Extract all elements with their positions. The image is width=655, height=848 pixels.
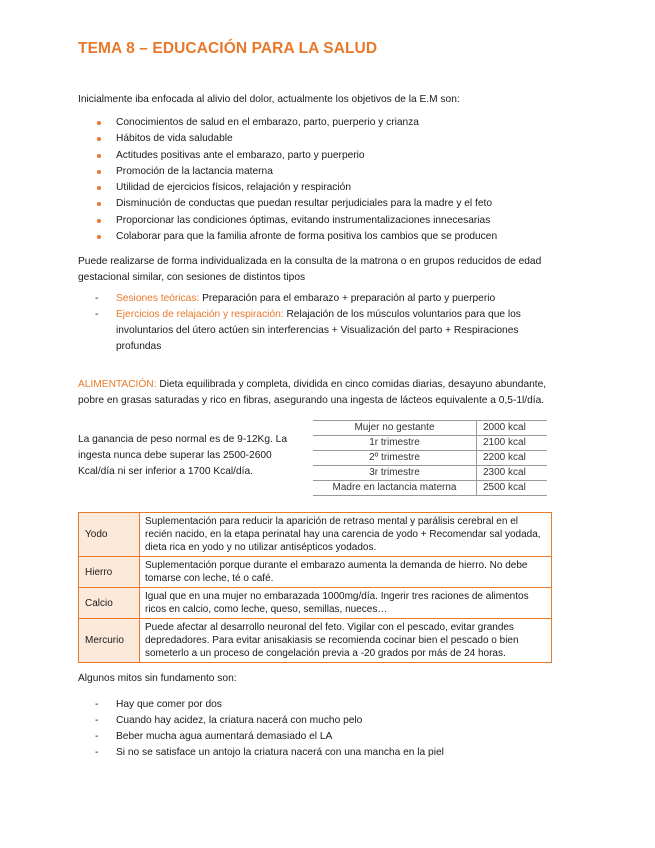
list-item: - Hay que comer por dos — [78, 697, 558, 713]
table-row: 1r trimestre 2100 kcal — [313, 436, 547, 451]
table-row: Madre en lactancia materna 2500 kcal — [313, 481, 547, 496]
bullet-icon — [97, 219, 101, 223]
supplement-desc: Igual que en una mujer no embarazada 1000mg/día. Ingerir tres raciones de alimentos ricos en calcio, como leche, queso, semillas, nueces… — [140, 588, 552, 619]
table-row — [79, 513, 552, 557]
bullet-icon — [97, 202, 101, 206]
table-row — [79, 588, 552, 619]
supplement-desc: Puede afectar al desarrollo neuronal del feto. Vigilar con el pescado, evitar grandes depredadores. Para evitar anisakiasis se recomienda cocinar bien el pescado o bien someterlo a un proceso de congelación previa a -20 grados por más de 24 horas. — [140, 619, 552, 663]
supplement-name: Hierro — [79, 557, 140, 588]
dash-marker: - — [95, 309, 99, 320]
supplement-name: Yodo — [79, 513, 140, 557]
session-label: Ejercicios de relajación y respiración: — [116, 309, 284, 320]
objectives-list — [78, 115, 497, 245]
myths-list — [78, 697, 558, 761]
bullet-icon — [97, 154, 101, 158]
session-label: Sesiones teóricas: — [116, 293, 200, 304]
bullet-icon — [97, 170, 101, 174]
supplement-desc: Suplementación porque durante el embarazo aumenta la demanda de hierro. No debe tomarse con leche, té o café. — [140, 557, 552, 588]
list-item: Colaborar para que la familia afronte de forma positiva los cambios que se producen — [78, 229, 497, 245]
list-item — [78, 291, 558, 307]
dash-marker: - — [95, 293, 99, 304]
supplement-name: Mercurio — [79, 619, 140, 663]
nutrition-paragraph — [78, 377, 556, 409]
table-row — [79, 557, 552, 588]
intro-paragraph: Inicialmente iba enfocada al alivio del dolor, actualmente los objetivos de la E.M son: — [78, 94, 460, 105]
bullet-icon — [97, 186, 101, 190]
myths-intro: Algunos mitos sin fundamento son: — [78, 673, 237, 684]
dash-marker: - — [95, 747, 99, 758]
list-item: Conocimientos de salud en el embarazo, parto, puerperio y crianza — [78, 115, 497, 131]
kcal-table — [313, 420, 547, 496]
list-item: - Si no se satisface un antojo la criatura nacerá con una mancha en la piel — [78, 745, 558, 761]
list-item — [78, 307, 558, 355]
nutrition-text: Dieta equilibrada y completa, dividida en cinco comidas diarias, desayuno abundante, pobre en grasas saturadas y rico en fibras, asegurando una ingesta de lácteos equivalente a 0,5-1l/día. — [78, 379, 547, 406]
table-row: Mujer no gestante 2000 kcal — [313, 421, 547, 436]
page-title: TEMA 8 – EDUCACIÓN PARA LA SALUD — [78, 40, 378, 57]
supplement-name: Calcio — [79, 588, 140, 619]
weight-gain-paragraph: La ganancia de peso normal es de 9-12Kg. La ingesta nunca debe superar las 2500-2600 Kcal/día ni ser inferior a 1700 Kcal/día. — [78, 434, 287, 477]
session-text: Preparación para el embarazo + preparación al parto y puerperio — [199, 293, 496, 304]
list-item: Actitudes positivas ante el embarazo, parto y puerperio — [78, 148, 497, 164]
sessions-list — [78, 291, 558, 355]
list-item: Promoción de la lactancia materna — [78, 164, 497, 180]
table-row: 2º trimestre 2200 kcal — [313, 451, 547, 466]
table-row: 3r trimestre 2300 kcal — [313, 466, 547, 481]
supplement-desc: Suplementación para reducir la aparición de retraso mental y parálisis cerebral en el recién nacido, en la etapa perinatal hay una carencia de yodo + Recomendar sal yodada, dieta rica en yodo y no utilizar antisépticos yodados. — [140, 513, 552, 557]
bullet-icon — [97, 121, 101, 125]
sessions-intro: Puede realizarse de forma individualizada en la consulta de la matrona o en grupos reducidos de edad gestacional similar, con sesiones de distintos tipos — [78, 256, 542, 283]
bullet-icon — [97, 235, 101, 239]
nutrition-label: ALIMENTACIÓN: — [78, 379, 157, 390]
list-item: Hábitos de vida saludable — [78, 131, 497, 147]
session-text: Relajación de los músculos voluntarios para que los involuntarios del útero actúen sin interferencias + Visualización del parto + Respiraciones profundas — [116, 309, 521, 352]
list-item: Disminución de conductas que puedan resultar perjudiciales para la madre y el feto — [78, 196, 497, 212]
dash-marker: - — [95, 715, 99, 726]
bullet-icon — [97, 137, 101, 141]
list-item: Utilidad de ejercicios físicos, relajación y respiración — [78, 180, 497, 196]
list-item: - Beber mucha agua aumentará demasiado el LA — [78, 729, 558, 745]
dash-marker: - — [95, 699, 99, 710]
dash-marker: - — [95, 731, 99, 742]
list-item: - Cuando hay acidez, la criatura nacerá con mucho pelo — [78, 713, 558, 729]
table-row — [79, 619, 552, 663]
list-item: Proporcionar las condiciones óptimas, evitando instrumentalizaciones innecesarias — [78, 213, 497, 229]
supplements-table — [78, 512, 552, 663]
